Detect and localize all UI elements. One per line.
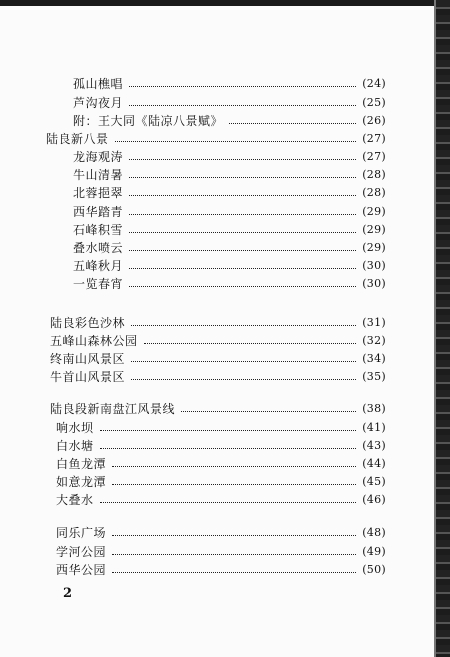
toc-entry — [50, 314, 386, 332]
toc-entry-title: 大叠水 — [56, 493, 94, 507]
toc-dot-leader — [129, 214, 356, 215]
toc-entry-title: 白鱼龙潭 — [56, 457, 107, 471]
toc-entry — [73, 112, 386, 130]
toc-dot-leader — [129, 177, 356, 178]
toc-page-number: (29) — [362, 223, 386, 236]
toc-entry — [73, 257, 386, 275]
toc-page-number: (29) — [362, 205, 386, 218]
toc-page-number: (34) — [362, 352, 386, 365]
toc-page-number: (27) — [362, 150, 386, 163]
toc-page-number: (50) — [362, 563, 386, 576]
toc-page-number: (30) — [362, 277, 386, 290]
toc-dot-leader — [229, 123, 356, 124]
toc-entry-title: 北蓉挹翠 — [73, 186, 124, 200]
toc-dot-leader — [112, 466, 356, 467]
toc-page-number: (30) — [362, 259, 386, 272]
toc-entry — [56, 561, 386, 579]
toc-entry — [50, 350, 386, 368]
toc-entry — [73, 275, 386, 293]
toc-entry-title: 牛首山风景区 — [50, 370, 126, 384]
toc-entry-title: 如意龙潭 — [56, 475, 107, 489]
toc-entry-title: 陆良彩色沙林 — [50, 316, 126, 330]
page-number: 2 — [63, 586, 73, 601]
toc-dot-leader — [115, 141, 357, 142]
toc-dot-leader — [131, 379, 356, 380]
toc-page-number: (28) — [362, 186, 386, 199]
toc-dot-leader — [129, 232, 356, 233]
toc-entry — [73, 239, 386, 257]
toc-entry-title: 陆良段新南盘江风景线 — [50, 402, 176, 416]
toc-page-number: (48) — [362, 526, 386, 539]
toc-dot-leader — [181, 411, 356, 412]
toc-dot-leader — [129, 86, 356, 87]
toc-entry-title: 五峰秋月 — [73, 259, 124, 273]
toc-page-number: (31) — [362, 316, 386, 329]
toc-page-number: (43) — [362, 439, 386, 452]
toc-entry-title: 白水塘 — [56, 439, 94, 453]
toc-entry-title: 响水坝 — [56, 421, 94, 435]
toc-dot-leader — [100, 430, 357, 431]
toc-entry — [56, 491, 386, 509]
toc-dot-leader — [112, 572, 356, 573]
toc-page-number: (32) — [362, 334, 386, 347]
toc-entry-title: 芦沟夜月 — [73, 96, 124, 110]
toc-entry-title: 同乐广场 — [56, 526, 107, 540]
toc-entry-title: 五峰山森林公园 — [50, 334, 138, 348]
toc-dot-leader — [129, 268, 356, 269]
toc-entry — [73, 75, 386, 93]
toc-dot-leader — [129, 159, 356, 160]
toc-dot-leader — [144, 343, 357, 344]
toc-dot-leader — [129, 105, 356, 106]
toc-entry-title: 附：王大同《陆凉八景赋》 — [73, 114, 224, 128]
toc-entry — [73, 166, 386, 184]
toc-entry — [73, 221, 386, 239]
toc-page-number: (27) — [362, 132, 386, 145]
toc-entry — [50, 400, 386, 418]
toc-entry — [73, 148, 386, 166]
toc-page-number: (46) — [362, 493, 386, 506]
toc-entry-title: 牛山清暑 — [73, 168, 124, 182]
toc-page-number: (49) — [362, 545, 386, 558]
toc-entry-title: 孤山樵唱 — [73, 77, 124, 91]
toc-entry — [56, 543, 386, 561]
toc-dot-leader — [112, 484, 356, 485]
toc-page-number: (26) — [362, 114, 386, 127]
toc-entry-title: 西华公园 — [56, 563, 107, 577]
toc-page-number: (35) — [362, 370, 386, 383]
toc-page-number: (24) — [362, 77, 386, 90]
toc-entry — [50, 368, 386, 386]
toc-dot-leader — [131, 361, 356, 362]
toc-page-number: (29) — [362, 241, 386, 254]
toc-dot-leader — [131, 325, 356, 326]
toc-page-number: (44) — [362, 457, 386, 470]
toc-entry — [73, 184, 386, 202]
scan-right-border — [436, 0, 450, 657]
toc-entry-title: 石峰积雪 — [73, 223, 124, 237]
toc-entry-title: 西华踏青 — [73, 205, 124, 219]
toc-entry-title: 学河公园 — [56, 545, 107, 559]
toc-entry — [56, 419, 386, 437]
toc-page-number: (38) — [362, 402, 386, 415]
toc-dot-leader — [112, 535, 356, 536]
toc-entry-title: 龙海观涛 — [73, 150, 124, 164]
toc-dot-leader — [100, 448, 357, 449]
toc-dot-leader — [129, 195, 356, 196]
toc-entry-title: 叠水喷云 — [73, 241, 124, 255]
toc-page-number: (45) — [362, 475, 386, 488]
toc-dot-leader — [129, 250, 356, 251]
toc-dot-leader — [100, 502, 357, 503]
toc-page-number: (28) — [362, 168, 386, 181]
toc-entry-title: 陆良新八景 — [46, 132, 109, 146]
toc-page-number: (25) — [362, 96, 386, 109]
toc-page-number: (41) — [362, 421, 386, 434]
scan-top-border — [0, 0, 450, 6]
toc-entry — [56, 524, 386, 542]
toc-entry-title: 终南山风景区 — [50, 352, 126, 366]
toc-dot-leader — [129, 286, 356, 287]
toc-dot-leader — [112, 554, 356, 555]
toc-entry — [50, 332, 386, 350]
toc-entry — [56, 437, 386, 455]
toc-entry — [56, 455, 386, 473]
toc-entry — [46, 130, 386, 148]
toc-entry — [73, 203, 386, 221]
toc-entry — [56, 473, 386, 491]
toc-entry — [73, 94, 386, 112]
toc-entry-title: 一览春宵 — [73, 277, 124, 291]
